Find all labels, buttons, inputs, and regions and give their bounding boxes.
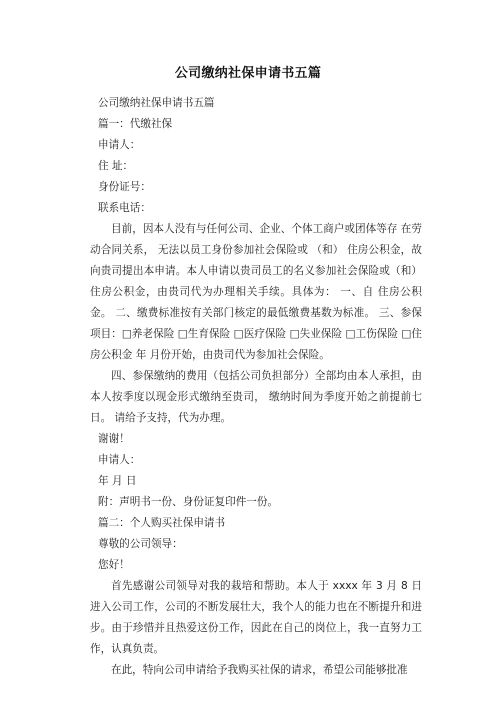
thanks-line: 谢谢！ <box>98 433 130 445</box>
phone-field: 联系电话： <box>98 202 151 214</box>
document-title: 公司缴纳社保申请书五篇 <box>174 66 322 81</box>
document-subtitle: 公司缴纳社保申请书五篇 <box>98 97 215 109</box>
part2-heading: 篇二：个人购买社保申请书 <box>98 517 226 529</box>
part1-paragraph-2: 四、参保缴纳的费用（包括公司负担部分）全部均由本人承担，由本人按季度以现金形式缴纳至贵司， 缴纳时间为季度开始之前提前七日。 请给予支持，代为办理。 <box>90 370 422 424</box>
part1-paragraph-1: 目前，因本人没有与任何公司、企业、个体工商户或团体等存 在劳动合同关系， 无法以员工身份参加社会保险或 （和） 住房公积金，故向贵司提出本申请。本人申请以贵司员工的名义参加社会保险或（和）住房公积金，由贵司代为办理相关手续。具体为： 一、自 住房公积金。 二、缴费标准按有关部门核定的最低缴费基数为标准。 三、参保项目：□养老保险 □生育保险 □医疗保险 □失业保险 □工伤保险 □住房公积金 年 月份开始，由贵司代为参加社会保险。 <box>90 223 422 361</box>
document-body <box>90 93 422 681</box>
part1-heading: 篇一：代缴社保 <box>98 118 173 130</box>
part2-paragraph-2: 在此，特向公司申请给予我购买社保的请求，希望公司能够批准 <box>111 664 408 676</box>
part2-paragraph-1: 首先感谢公司领导对我的栽培和帮助。本人于 xxxx 年 3 月 8 日进入公司工作，公司的不断发展壮大，我个人的能力也在不断提升和进步。由于珍惜并且热爱这份工作，因此在自己的岗位上，我一直努力工作，认真负责。 <box>90 580 422 655</box>
applicant-signature: 申请人： <box>98 454 141 466</box>
attachment-line: 附：声明书一份、身份证复印件一份。 <box>98 496 279 508</box>
address-field: 住 址： <box>98 160 134 172</box>
id-number-field: 身份证号： <box>98 181 151 193</box>
date-line: 年 月 日 <box>98 475 137 487</box>
applicant-field: 申请人： <box>98 139 141 151</box>
greeting-line: 您好！ <box>98 559 130 571</box>
salutation-line: 尊敬的公司领导： <box>98 538 183 550</box>
